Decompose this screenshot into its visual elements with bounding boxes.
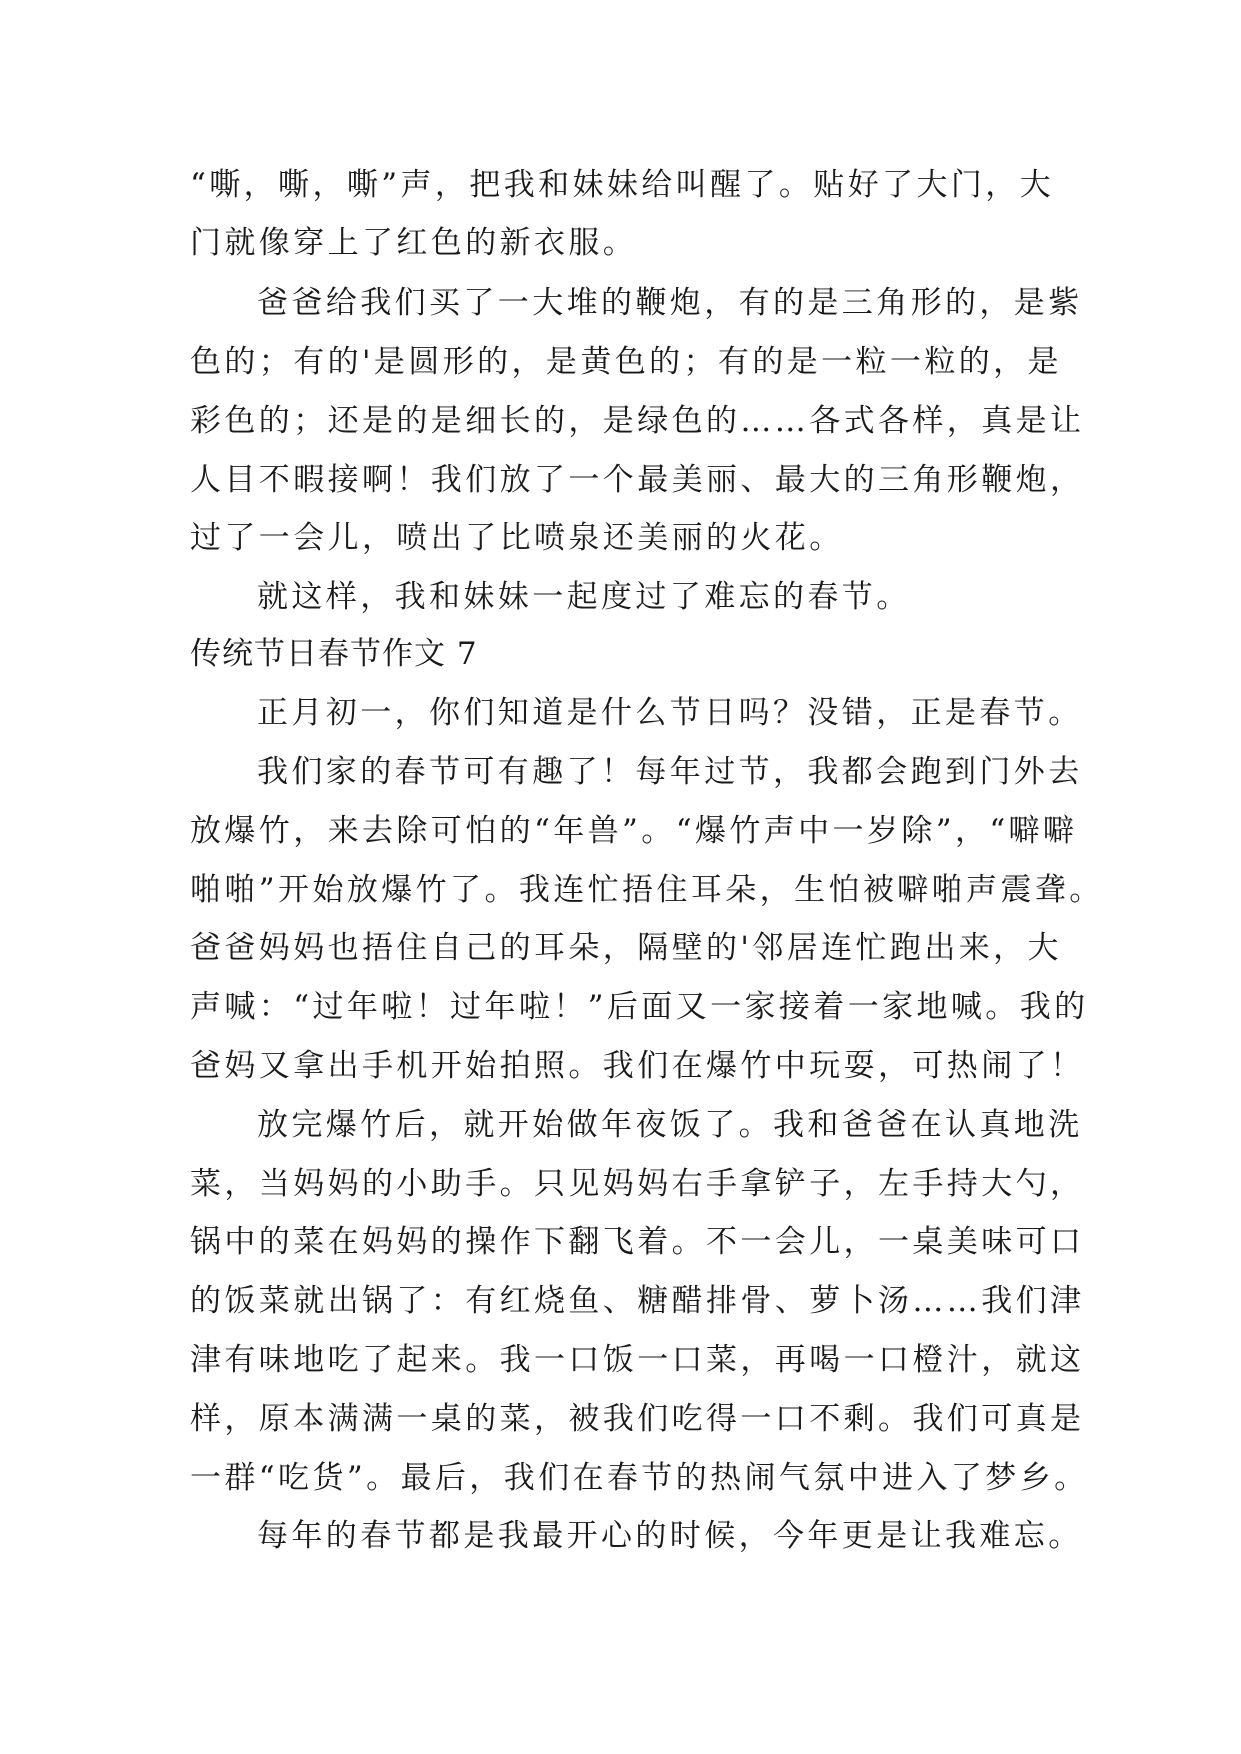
text-line: 彩色的；还是的是细长的，是绿色的……各式各样，真是让 <box>190 403 1085 439</box>
text-line: 的饭菜就出锅了：有红烧鱼、糖醋排骨、萝卜汤……我们津 <box>190 1283 1085 1319</box>
text-line: 菜，当妈妈的小助手。只见妈妈右手拿铲子，左手持大勺， <box>190 1166 1085 1202</box>
paragraph-start-line: 爸爸给我们买了一大堆的鞭炮，有的是三角形的，是紫 <box>257 285 1083 321</box>
text-line: 爸爸妈妈也捂住自己的耳朵，隔壁的'邻居连忙跑出来，大 <box>190 930 1062 966</box>
paragraph-start-line: 就这样，我和妹妹一起度过了难忘的春节。 <box>257 579 911 615</box>
paragraph-start-line: 每年的春节都是我最开心的时候，今年更是让我难忘。 <box>257 1518 1083 1554</box>
paragraph-start-line: 我们家的春节可有趣了！每年过节，我都会跑到门外去 <box>257 754 1083 790</box>
text-line: 过了一会儿，喷出了比喷泉还美丽的火花。 <box>190 520 844 556</box>
text-line: 人目不暇接啊！我们放了一个最美丽、最大的三角形鞭炮， <box>190 462 1085 498</box>
text-line: “嘶，嘶，嘶”声，把我和妹妹给叫醒了。贴好了大门，大 <box>190 167 1055 203</box>
text-line: 一群“吃货”。最后，我们在春节的热闹气氛中进入了梦乡。 <box>190 1460 1089 1496</box>
text-line: 声喊：“过年啦！过年啦！”后面又一家接着一家地喊。我的 <box>190 989 1089 1025</box>
text-line: 津有味地吃了起来。我一口饭一口菜，再喝一口橙汁，就这 <box>190 1342 1085 1378</box>
paragraph-start-line: 正月初一，你们知道是什么节日吗？没错，正是春节。 <box>257 695 1083 731</box>
section-heading: 传统节日春节作文 7 <box>190 636 478 672</box>
text-line: 爸妈又拿出手机开始拍照。我们在爆竹中玩耍，可热闹了！ <box>190 1048 1085 1084</box>
paragraph-start-line: 放完爆竹后，就开始做年夜饭了。我和爸爸在认真地洗 <box>257 1107 1083 1143</box>
text-line: 啪啪”开始放爆竹了。我连忙捂住耳朵，生怕被噼啪声震聋。 <box>190 872 1104 908</box>
text-line: 门就像穿上了红色的新衣服。 <box>190 225 638 261</box>
text-line: 放爆竹，来去除可怕的“年兽”。“爆竹声中一岁除”，“噼噼 <box>190 813 1078 849</box>
text-line: 锅中的菜在妈妈的操作下翻飞着。不一会儿，一桌美味可口 <box>190 1224 1085 1260</box>
text-line: 色的；有的'是圆形的，是黄色的；有的是一粒一粒的，是 <box>190 344 1062 380</box>
text-line: 样，原本满满一桌的菜，被我们吃得一口不剩。我们可真是 <box>190 1401 1085 1437</box>
